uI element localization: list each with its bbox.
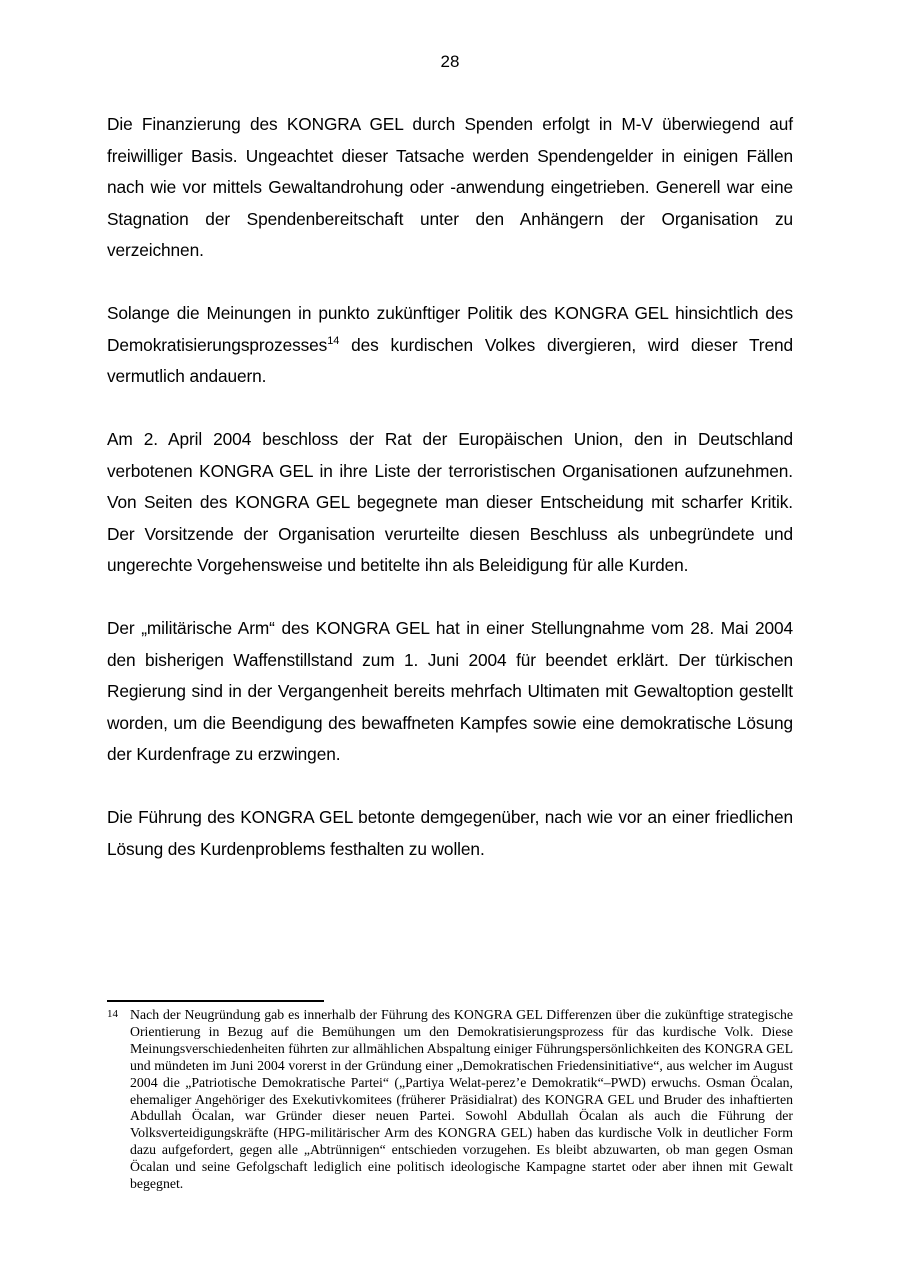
paragraph-text: Solange die Meinungen in punkto zukünftiger Politik des KONGRA GEL hinsichtlich des Demokratisierungsprozesses — [107, 303, 793, 355]
footnote-separator — [107, 1000, 324, 1002]
paragraph-ceasefire: Der „militärische Arm“ des KONGRA GEL hat in einer Stellungnahme vom 28. Mai 2004 den bisherigen Waffenstillstand zum 1. Juni 2004 für beendet erklärt. Der türkischen Regierung sind in der Vergangenheit bereits mehrfach Ultimaten mit Gewaltoption gestellt worden, um die Beendigung des bewaffneten Kampfes sowie eine demokratische Lösung der Kurdenfrage zu erzwingen. — [107, 618, 793, 764]
footnote-marker: 14 — [107, 1008, 118, 1020]
paragraph-text: des kurdischen Volkes divergieren, wird dieser Trend vermutlich andauern. — [107, 334, 793, 386]
footnote-reference: 14 — [327, 334, 340, 347]
footnote — [107, 1007, 793, 1193]
page-number: 28 — [440, 52, 460, 71]
paragraph-democratization — [107, 298, 793, 393]
document-body — [107, 109, 793, 897]
footnote-text: Nach der Neugründung gab es innerhalb der Führung des KONGRA GEL Differenzen über die zukünftige strategische Orientierung in Bezug auf die Bemühungen um den Demokratisierungsprozess für das kurdische Volk. Diese Meinungsverschiedenheiten führten zur allmählichen Abspaltung einiger Führungspersönlichkeiten des KONGRA GEL und mündeten im Juni 2004 vorerst in der Gründung einer „Demokratischen Friedensinitiative“, aus welcher im August 2004 die „Patriotische Demokratische Partei“ („Partiya Welat-perez’e Demokratik“–PWD) erwuchs. Osman Öcalan, ehemaliger Angehöriger des Exekutivkomitees (früherer Präsidialrat) des KONGRA GEL und Bruder des inhaftierten Abdullah Öcalan, war Gründer dieser neuen Partei. Sowohl Abdullah Öcalan als auch die Führung der Volksverteidigungskräfte (HPG-militärischer Arm des KONGRA GEL) haben das kurdische Volk in deutlicher Form dazu aufgefordert, gegen alle „Abtrünnigen“ entschieden vorzugehen. Es bleibt abzuwarten, ob man gegen Osman Öcalan und seine Gefolgschaft lediglich eine politisch ideologische Kampagne startet oder aber ihnen mit Gewalt begegnet. — [130, 1007, 793, 1192]
paragraph-eu-decision: Am 2. April 2004 beschloss der Rat der Europäischen Union, den in Deutschland verbotenen KONGRA GEL in ihre Liste der terroristischen Organisationen aufzunehmen. Von Seiten des KONGRA GEL begegnete man dieser Entscheidung mit scharfer Kritik. Der Vorsitzende der Organisation verurteilte diesen Beschluss als unbegründete und ungerechte Vorgehensweise und betitelte ihn als Beleidigung für alle Kurden. — [107, 429, 793, 575]
paragraph-leadership: Die Führung des KONGRA GEL betonte demgegenüber, nach wie vor an einer friedlichen Lösung des Kurdenproblems festhalten zu wollen. — [107, 807, 793, 859]
footnote-area — [107, 1000, 793, 1193]
paragraph-financing: Die Finanzierung des KONGRA GEL durch Spenden erfolgt in M-V überwiegend auf freiwilliger Basis. Ungeachtet dieser Tatsache werden Spendengelder in einigen Fällen nach wie vor mittels Gewaltandrohung oder -anwendung eingetrieben. Generell war eine Stagnation der Spendenbereitschaft unter den Anhängern der Organisation zu verzeichnen. — [107, 114, 793, 260]
